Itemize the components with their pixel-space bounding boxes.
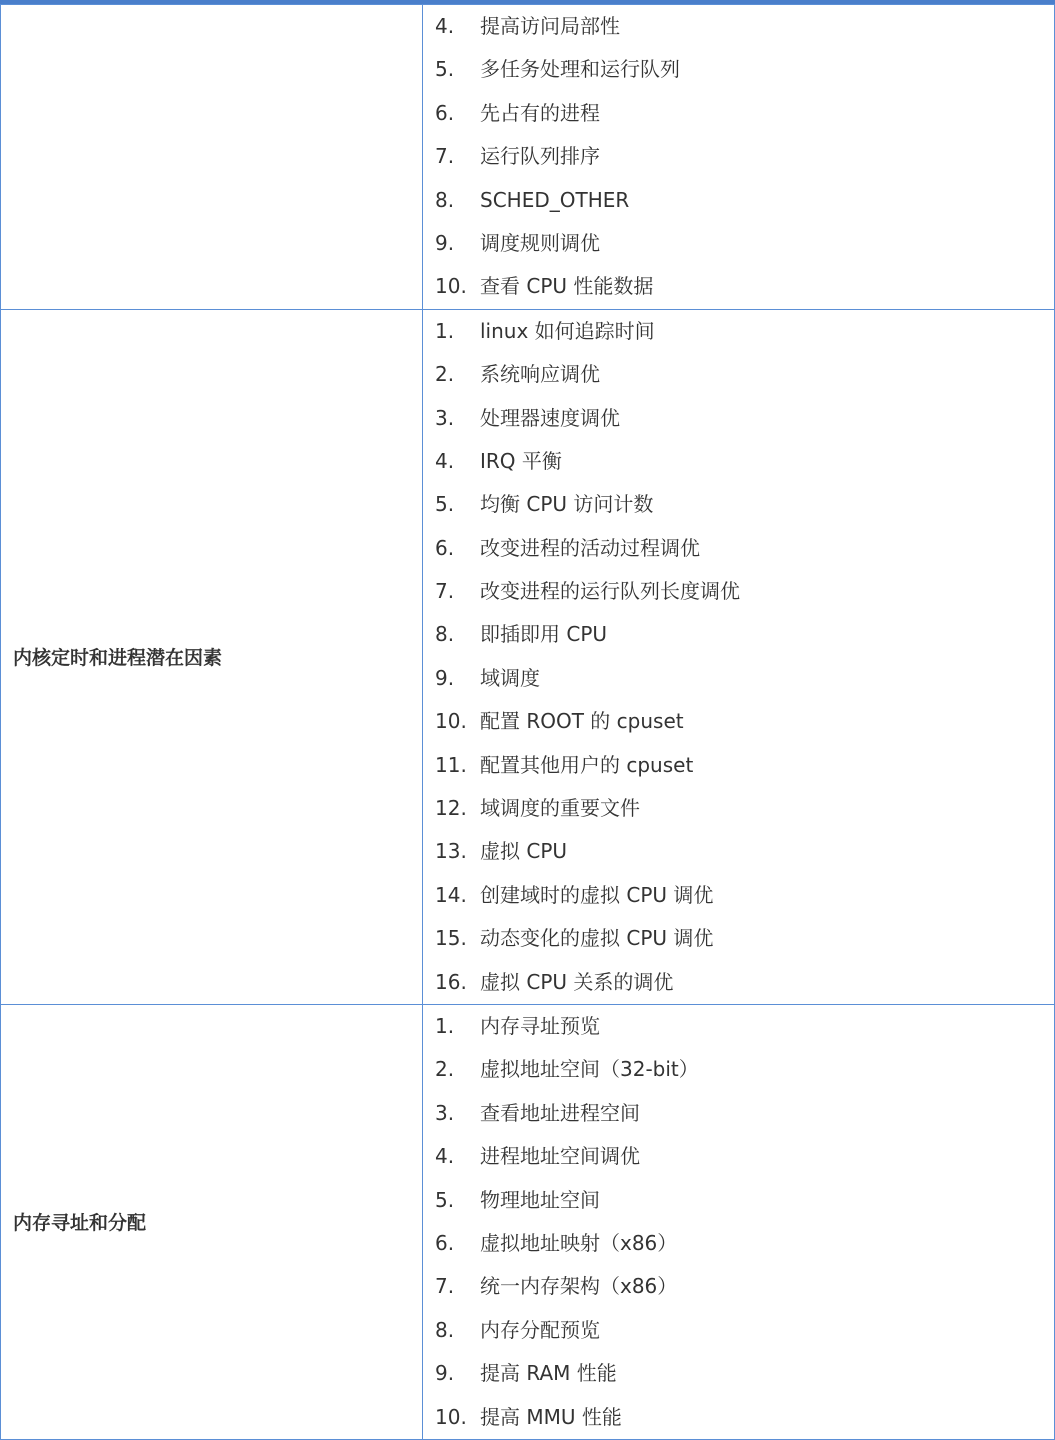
list-item (423, 830, 1054, 873)
item-number: 16. (435, 969, 467, 994)
outline-body (1, 5, 1055, 1440)
list-item (423, 657, 1054, 700)
item-list (423, 310, 1054, 1004)
list-item (423, 265, 1054, 308)
list-item (423, 483, 1054, 526)
list-item (423, 570, 1054, 613)
section-items-cell (423, 5, 1055, 310)
list-item (423, 961, 1054, 1004)
item-list (423, 1005, 1054, 1439)
item-number: 6. (435, 535, 455, 560)
item-text: 虚拟 CPU (480, 839, 568, 864)
item-number: 8. (435, 187, 455, 212)
section-items-cell (423, 1004, 1055, 1439)
item-text: SCHED_OTHER (480, 187, 630, 212)
list-item (423, 179, 1054, 222)
item-text: 内存分配预览 (480, 1317, 600, 1342)
item-text: 提高 MMU 性能 (480, 1404, 622, 1429)
item-number: 6. (435, 100, 455, 125)
item-number: 8. (435, 622, 455, 647)
list-item (423, 1092, 1054, 1135)
item-text: 统一内存架构（x86） (480, 1274, 678, 1299)
item-number: 11. (435, 752, 467, 777)
course-outline-table (0, 4, 1055, 1440)
item-text: 虚拟地址空间（32-bit） (480, 1057, 699, 1082)
item-number: 10. (435, 1404, 467, 1429)
item-text: 改变进程的活动过程调优 (480, 535, 700, 560)
item-text: 创建域时的虚拟 CPU 调优 (480, 882, 714, 907)
item-text: 先占有的进程 (480, 100, 600, 125)
item-number: 10. (435, 709, 467, 734)
item-text: 处理器速度调优 (480, 405, 620, 430)
section-items-cell (423, 309, 1055, 1004)
list-item (423, 1179, 1054, 1222)
item-number: 2. (435, 362, 455, 387)
section-row (1, 1004, 1055, 1439)
item-text: 提高访问局部性 (480, 14, 620, 38)
list-item (423, 1352, 1054, 1395)
list-item (423, 1005, 1054, 1048)
list-item (423, 787, 1054, 830)
list-item (423, 613, 1054, 656)
item-number: 2. (435, 1057, 455, 1082)
item-number: 5. (435, 1187, 455, 1212)
item-text: 查看 CPU 性能数据 (480, 274, 654, 299)
item-number: 9. (435, 665, 455, 690)
item-number: 13. (435, 839, 467, 864)
item-number: 9. (435, 230, 455, 255)
item-text: 系统响应调优 (480, 362, 600, 387)
list-item (423, 222, 1054, 265)
item-number: 4. (435, 448, 455, 473)
item-text: 进程地址空间调优 (480, 1144, 640, 1169)
item-number: 6. (435, 1230, 455, 1255)
item-text: 内存寻址预览 (480, 1013, 600, 1038)
item-list (423, 5, 1054, 309)
section-topic: 内核定时和进程潜在因素 (1, 309, 423, 1004)
item-text: 动态变化的虚拟 CPU 调优 (480, 926, 714, 951)
item-number: 7. (435, 1274, 455, 1299)
list-item (423, 135, 1054, 178)
item-number: 9. (435, 1361, 455, 1386)
list-item (423, 1048, 1054, 1091)
item-number: 7. (435, 579, 455, 604)
item-number: 4. (435, 1144, 455, 1169)
item-text: 查看地址进程空间 (480, 1100, 640, 1125)
list-item (423, 48, 1054, 91)
item-number: 3. (435, 405, 455, 430)
item-text: 提高 RAM 性能 (480, 1361, 617, 1386)
item-number: 1. (435, 318, 455, 343)
list-item (423, 1135, 1054, 1178)
list-item (423, 527, 1054, 570)
section-row (1, 309, 1055, 1004)
item-text: 均衡 CPU 访问计数 (480, 492, 654, 517)
section-topic: 内存寻址和分配 (1, 1004, 423, 1439)
item-text: 多任务处理和运行队列 (480, 57, 680, 82)
list-item (423, 310, 1054, 353)
list-item (423, 5, 1054, 48)
item-text: IRQ 平衡 (480, 448, 562, 473)
list-item (423, 92, 1054, 135)
item-number: 5. (435, 57, 455, 82)
item-number: 12. (435, 796, 467, 821)
item-number: 10. (435, 274, 467, 299)
item-text: 虚拟地址映射（x86） (480, 1230, 678, 1255)
list-item (423, 1309, 1054, 1352)
list-item (423, 1396, 1054, 1439)
list-item (423, 397, 1054, 440)
item-text: linux 如何追踪时间 (480, 318, 655, 343)
item-text: 改变进程的运行队列长度调优 (480, 579, 740, 604)
item-number: 1. (435, 1013, 455, 1038)
list-item (423, 440, 1054, 483)
item-number: 14. (435, 882, 467, 907)
item-text: 物理地址空间 (480, 1187, 600, 1212)
item-text: 配置其他用户的 cpuset (480, 752, 694, 777)
item-text: 虚拟 CPU 关系的调优 (480, 969, 674, 994)
item-text: 运行队列排序 (480, 144, 600, 169)
item-number: 15. (435, 926, 467, 951)
item-text: 域调度的重要文件 (480, 796, 640, 821)
list-item (423, 353, 1054, 396)
item-number: 3. (435, 1100, 455, 1125)
item-number: 8. (435, 1317, 455, 1342)
list-item (423, 874, 1054, 917)
list-item (423, 700, 1054, 743)
item-number: 4. (435, 14, 455, 38)
list-item (423, 917, 1054, 960)
item-text: 调度规则调优 (480, 230, 600, 255)
item-text: 域调度 (480, 665, 540, 690)
item-number: 5. (435, 492, 455, 517)
item-text: 即插即用 CPU (480, 622, 608, 647)
item-text: 配置 ROOT 的 cpuset (480, 709, 684, 734)
list-item (423, 1222, 1054, 1265)
list-item (423, 744, 1054, 787)
section-row (1, 5, 1055, 310)
list-item (423, 1265, 1054, 1308)
item-number: 7. (435, 144, 455, 169)
section-topic (1, 5, 423, 310)
